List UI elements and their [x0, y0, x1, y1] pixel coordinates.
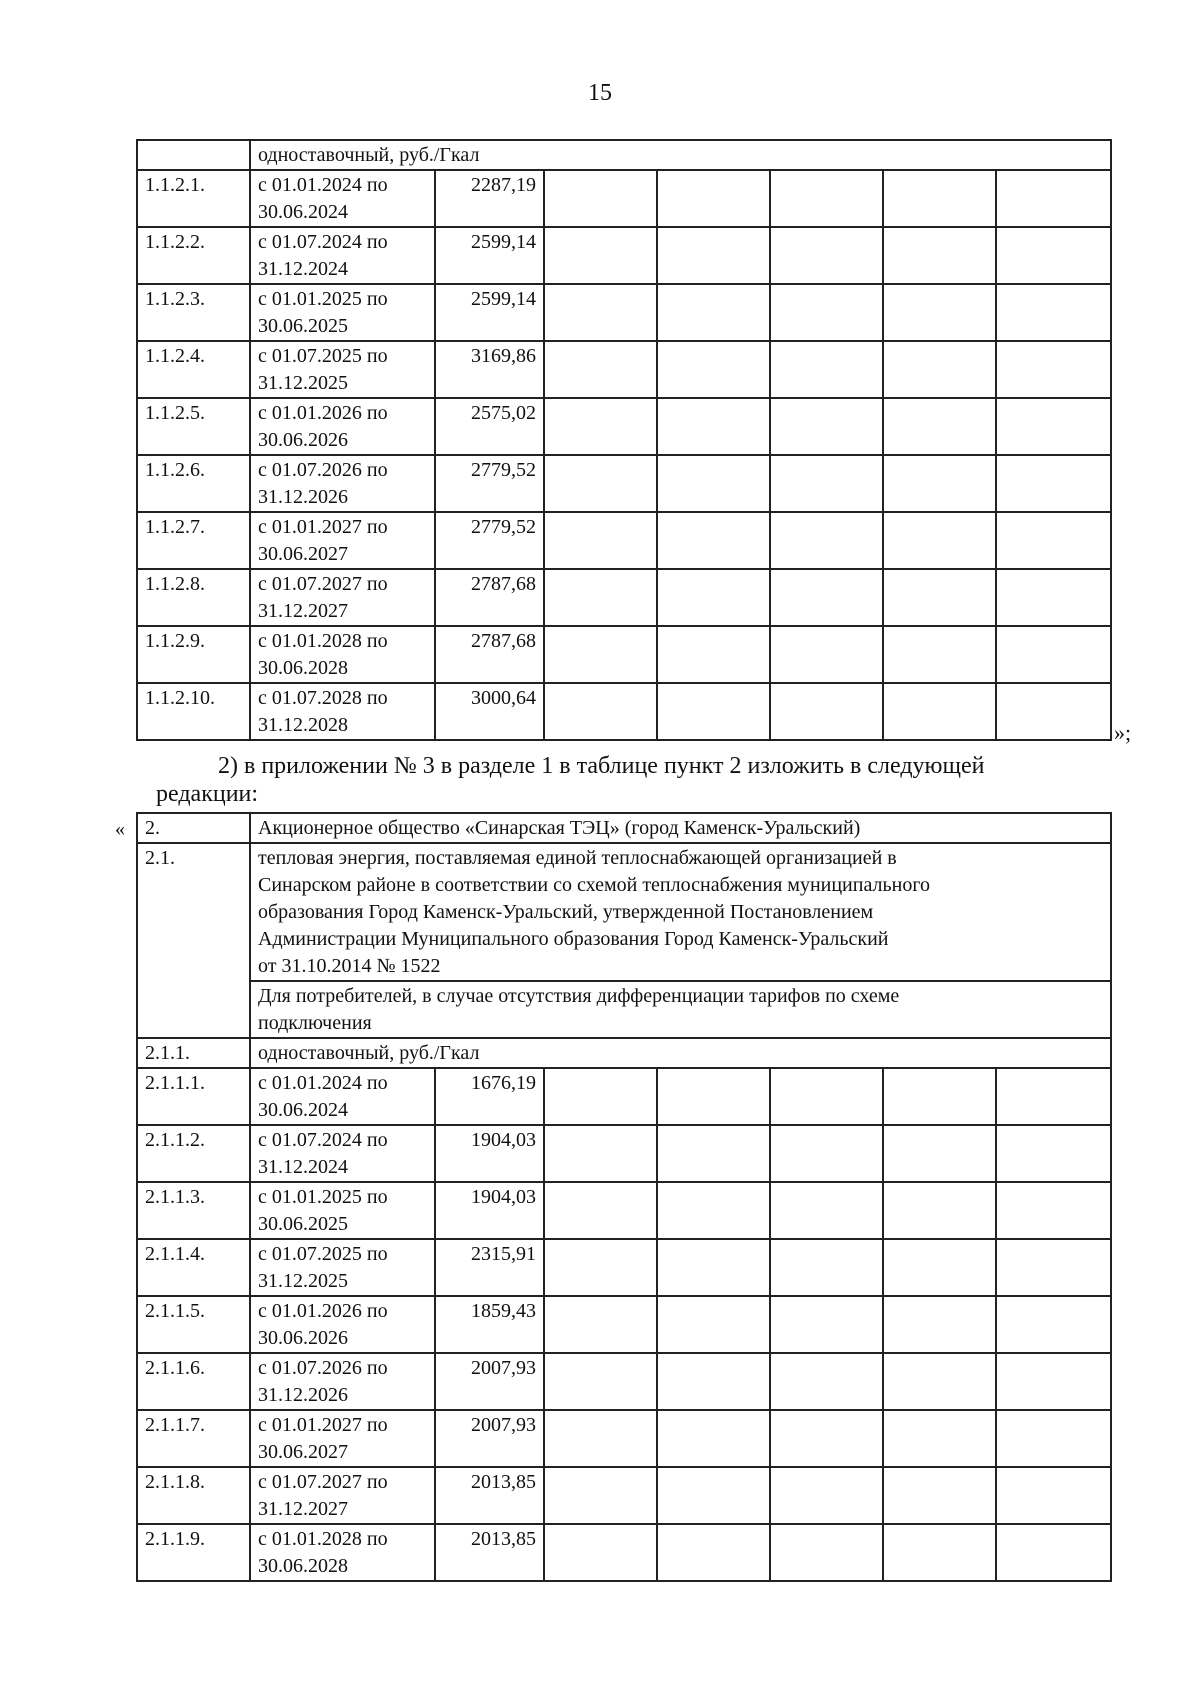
- period-start: с 01.07.2028 по: [258, 687, 388, 709]
- table-row: [137, 1038, 1111, 1068]
- empty-cell: [770, 1068, 883, 1125]
- empty-cell: [544, 1182, 657, 1239]
- empty-cell: [996, 341, 1111, 398]
- tariff-table-1: [136, 139, 1112, 741]
- period-end: 30.06.2025: [258, 1213, 348, 1235]
- row-value: 1676,19: [435, 1068, 544, 1125]
- sub-description-line: образования Город Каменск-Уральский, утвержденной Постановлением: [258, 901, 874, 923]
- empty-cell: [770, 170, 883, 227]
- period-start: с 01.01.2025 по: [258, 288, 388, 310]
- empty-cell: [544, 455, 657, 512]
- table-row: [137, 569, 1111, 626]
- empty-cell: [657, 1467, 770, 1524]
- empty-cell: [883, 1239, 996, 1296]
- row-period: [250, 1182, 435, 1239]
- empty-cell: [657, 398, 770, 455]
- empty-cell: [883, 569, 996, 626]
- empty-cell: [996, 1296, 1111, 1353]
- row-value: 1904,03: [435, 1182, 544, 1239]
- empty-cell: [883, 455, 996, 512]
- period-start: с 01.01.2024 по: [258, 1072, 388, 1094]
- org-name: Акционерное общество «Синарская ТЭЦ» (город Каменск-Уральский): [250, 813, 1111, 843]
- table-row: [137, 683, 1111, 740]
- period-start: с 01.07.2024 по: [258, 1129, 388, 1151]
- empty-cell: [770, 512, 883, 569]
- empty-cell: [883, 683, 996, 740]
- period-start: с 01.01.2027 по: [258, 516, 388, 538]
- period-end: 30.06.2027: [258, 543, 348, 565]
- sub-description: [250, 843, 1111, 981]
- period-end: 31.12.2024: [258, 1156, 348, 1178]
- empty-cell: [883, 1068, 996, 1125]
- row-value: 3000,64: [435, 683, 544, 740]
- row-period: [250, 170, 435, 227]
- sub-description-line: от 31.10.2014 № 1522: [258, 955, 441, 977]
- row-value: 2787,68: [435, 626, 544, 683]
- empty-cell: [770, 398, 883, 455]
- table-row: [137, 341, 1111, 398]
- rate-label: одноставочный, руб./Гкал: [250, 140, 1111, 170]
- row-number: 2.1.1.2.: [137, 1125, 250, 1182]
- empty-cell: [657, 1410, 770, 1467]
- empty-cell: [996, 1182, 1111, 1239]
- empty-cell: [544, 626, 657, 683]
- period-end: 31.12.2027: [258, 1498, 348, 1520]
- empty-cell: [883, 284, 996, 341]
- empty-cell: [770, 1524, 883, 1581]
- row-period: [250, 227, 435, 284]
- row-period: [250, 1125, 435, 1182]
- empty-cell: [544, 1410, 657, 1467]
- period-start: с 01.07.2026 по: [258, 1357, 388, 1379]
- empty-cell: [770, 683, 883, 740]
- row-number: 1.1.2.8.: [137, 569, 250, 626]
- table-row: [137, 1353, 1111, 1410]
- empty-cell: [657, 1353, 770, 1410]
- row-period: [250, 1467, 435, 1524]
- empty-cell: [544, 1524, 657, 1581]
- row-number: 1.1.2.3.: [137, 284, 250, 341]
- period-start: с 01.01.2028 по: [258, 1528, 388, 1550]
- row-value: 2007,93: [435, 1410, 544, 1467]
- row-number: 2.1.1.7.: [137, 1410, 250, 1467]
- empty-cell: [544, 398, 657, 455]
- period-end: 31.12.2024: [258, 258, 348, 280]
- row-value: 2013,85: [435, 1467, 544, 1524]
- period-end: 30.06.2025: [258, 315, 348, 337]
- empty-cell: [770, 1410, 883, 1467]
- empty-cell: [770, 284, 883, 341]
- row-value: 2287,19: [435, 170, 544, 227]
- period-end: 30.06.2024: [258, 1099, 348, 1121]
- empty-cell: [770, 1353, 883, 1410]
- period-end: 30.06.2026: [258, 429, 348, 451]
- table-row: [137, 398, 1111, 455]
- empty-cell: [657, 626, 770, 683]
- period-start: с 01.01.2026 по: [258, 1300, 388, 1322]
- empty-cell: [657, 1068, 770, 1125]
- empty-cell: [996, 1410, 1111, 1467]
- table-row: [137, 227, 1111, 284]
- empty-cell: [770, 1467, 883, 1524]
- row-value: 2779,52: [435, 512, 544, 569]
- period-start: с 01.01.2024 по: [258, 174, 388, 196]
- empty-cell: [996, 1125, 1111, 1182]
- sub-description-line: тепловая энергия, поставляемая единой теплоснабжающей организацией в: [258, 847, 897, 869]
- empty-cell: [544, 227, 657, 284]
- empty-cell: [657, 1182, 770, 1239]
- table-row: [137, 140, 1111, 170]
- row-period: [250, 1524, 435, 1581]
- sub-description-line: Администрации Муниципального образования Город Каменск-Уральский: [258, 928, 889, 950]
- table-row: [137, 1068, 1111, 1125]
- empty-cell: [657, 1524, 770, 1581]
- row-value: 1904,03: [435, 1125, 544, 1182]
- row-period: [250, 341, 435, 398]
- empty-cell: [770, 1239, 883, 1296]
- empty-cell: [996, 1467, 1111, 1524]
- empty-cell: [883, 227, 996, 284]
- period-start: с 01.07.2024 по: [258, 231, 388, 253]
- empty-cell: [544, 1125, 657, 1182]
- table-row: [137, 626, 1111, 683]
- period-end: 30.06.2027: [258, 1441, 348, 1463]
- paragraph-line: редакции:: [156, 781, 259, 807]
- period-start: с 01.07.2025 по: [258, 1243, 388, 1265]
- row-value: 2013,85: [435, 1524, 544, 1581]
- consumers-note: [250, 981, 1111, 1038]
- table-row: [137, 1524, 1111, 1581]
- paragraph-line: 2) в приложении № 3 в разделе 1 в таблице пункт 2 изложить в следующей: [218, 753, 985, 779]
- empty-cell: [770, 1296, 883, 1353]
- empty-cell: [883, 512, 996, 569]
- empty-cell: [996, 683, 1111, 740]
- row-number: 2.1.1.1.: [137, 1068, 250, 1125]
- empty-cell: [996, 227, 1111, 284]
- row-period: [250, 1410, 435, 1467]
- row-period: [250, 626, 435, 683]
- row-number: 1.1.2.5.: [137, 398, 250, 455]
- table-row: [137, 170, 1111, 227]
- opening-quote: «: [115, 818, 125, 840]
- page-number: 15: [588, 80, 612, 106]
- period-end: 31.12.2028: [258, 714, 348, 736]
- empty-cell: [883, 1524, 996, 1581]
- row-value: 3169,86: [435, 341, 544, 398]
- empty-cell: [657, 455, 770, 512]
- empty-cell: [544, 341, 657, 398]
- rate-num: 2.1.1.: [137, 1038, 250, 1068]
- row-number: 1.1.2.4.: [137, 341, 250, 398]
- empty-cell: [996, 284, 1111, 341]
- row-value: 2007,93: [435, 1353, 544, 1410]
- row-number: 1.1.2.2.: [137, 227, 250, 284]
- period-end: 31.12.2027: [258, 600, 348, 622]
- sub-num: 2.1.: [137, 843, 250, 1038]
- table-row: [137, 1296, 1111, 1353]
- table-row: [137, 512, 1111, 569]
- empty-cell: [883, 1296, 996, 1353]
- row-period: [250, 398, 435, 455]
- empty-cell: [883, 398, 996, 455]
- empty-cell: [996, 170, 1111, 227]
- row-period: [250, 1068, 435, 1125]
- table-row: [137, 1182, 1111, 1239]
- empty-cell: [996, 569, 1111, 626]
- row-value: 2787,68: [435, 569, 544, 626]
- empty-cell: [770, 569, 883, 626]
- empty-cell: [544, 1068, 657, 1125]
- row-number: 1.1.2.10.: [137, 683, 250, 740]
- empty-cell: [657, 227, 770, 284]
- table-row: [137, 813, 1111, 843]
- empty-cell: [770, 455, 883, 512]
- empty-cell: [657, 512, 770, 569]
- row-period: [250, 569, 435, 626]
- empty-cell: [996, 1239, 1111, 1296]
- empty-cell: [996, 512, 1111, 569]
- empty-cell: [657, 1125, 770, 1182]
- row-value: 2575,02: [435, 398, 544, 455]
- empty-cell: [770, 227, 883, 284]
- period-end: 31.12.2026: [258, 1384, 348, 1406]
- empty-cell: [770, 1182, 883, 1239]
- period-end: 30.06.2028: [258, 657, 348, 679]
- empty-cell: [544, 1467, 657, 1524]
- period-start: с 01.07.2027 по: [258, 573, 388, 595]
- empty-cell: [770, 341, 883, 398]
- empty-cell: [996, 626, 1111, 683]
- empty-cell: [883, 626, 996, 683]
- row-number: 1.1.2.7.: [137, 512, 250, 569]
- empty-cell: [544, 284, 657, 341]
- period-end: 31.12.2026: [258, 486, 348, 508]
- period-start: с 01.01.2027 по: [258, 1414, 388, 1436]
- empty-cell: [657, 170, 770, 227]
- empty-cell: [657, 1296, 770, 1353]
- empty-cell: [657, 683, 770, 740]
- row-value: 2599,14: [435, 284, 544, 341]
- row-number: 2.1.1.9.: [137, 1524, 250, 1581]
- org-num: 2.: [137, 813, 250, 843]
- empty-cell: [544, 512, 657, 569]
- empty-cell: [657, 284, 770, 341]
- table-row: [137, 1239, 1111, 1296]
- row-number: 2.1.1.5.: [137, 1296, 250, 1353]
- period-start: с 01.07.2027 по: [258, 1471, 388, 1493]
- period-end: 30.06.2026: [258, 1327, 348, 1349]
- table-row: [137, 843, 1111, 981]
- empty-cell: [544, 569, 657, 626]
- period-end: 30.06.2028: [258, 1555, 348, 1577]
- period-start: с 01.07.2026 по: [258, 459, 388, 481]
- empty-cell: [544, 170, 657, 227]
- row-number: 1.1.2.1.: [137, 170, 250, 227]
- empty-cell: [996, 455, 1111, 512]
- row-period: [250, 683, 435, 740]
- empty-cell: [996, 398, 1111, 455]
- table-row: [137, 981, 1111, 1038]
- row-period: [250, 284, 435, 341]
- row-value: 2599,14: [435, 227, 544, 284]
- empty-cell: [883, 1125, 996, 1182]
- row-number: 1.1.2.6.: [137, 455, 250, 512]
- row-number: 2.1.1.4.: [137, 1239, 250, 1296]
- period-end: 31.12.2025: [258, 1270, 348, 1292]
- empty-cell: [544, 1353, 657, 1410]
- row-number: 1.1.2.9.: [137, 626, 250, 683]
- row-period: [250, 1353, 435, 1410]
- row-value: 2315,91: [435, 1239, 544, 1296]
- empty-cell: [883, 1353, 996, 1410]
- row-period: [250, 512, 435, 569]
- row-value: 2779,52: [435, 455, 544, 512]
- period-end: 31.12.2025: [258, 372, 348, 394]
- empty-cell: [883, 1182, 996, 1239]
- empty-cell: [544, 683, 657, 740]
- empty-cell: [657, 1239, 770, 1296]
- empty-cell: [883, 1410, 996, 1467]
- row-number: 2.1.1.8.: [137, 1467, 250, 1524]
- table-row: [137, 455, 1111, 512]
- table-row: [137, 1125, 1111, 1182]
- period-start: с 01.01.2025 по: [258, 1186, 388, 1208]
- empty-cell: [770, 626, 883, 683]
- row-value: 1859,43: [435, 1296, 544, 1353]
- empty-cell: [544, 1296, 657, 1353]
- row-period: [250, 1296, 435, 1353]
- row-period: [250, 1239, 435, 1296]
- rate-label: одноставочный, руб./Гкал: [250, 1038, 1111, 1068]
- empty-cell: [657, 569, 770, 626]
- row-period: [250, 455, 435, 512]
- consumers-note-line: Для потребителей, в случае отсутствия дифференциации тарифов по схеме: [258, 985, 900, 1007]
- empty-cell: [657, 341, 770, 398]
- empty-cell: [996, 1524, 1111, 1581]
- table-cell: [137, 140, 250, 170]
- sub-description-line: Синарском районе в соответствии со схемой теплоснабжения муниципального: [258, 874, 931, 896]
- empty-cell: [770, 1125, 883, 1182]
- empty-cell: [883, 170, 996, 227]
- empty-cell: [883, 341, 996, 398]
- table-row: [137, 1410, 1111, 1467]
- row-number: 2.1.1.6.: [137, 1353, 250, 1410]
- table-row: [137, 284, 1111, 341]
- empty-cell: [883, 1467, 996, 1524]
- empty-cell: [996, 1068, 1111, 1125]
- row-number: 2.1.1.3.: [137, 1182, 250, 1239]
- empty-cell: [544, 1239, 657, 1296]
- table-row: [137, 1467, 1111, 1524]
- closing-quote: »;: [1114, 720, 1132, 745]
- period-start: с 01.07.2025 по: [258, 345, 388, 367]
- period-start: с 01.01.2026 по: [258, 402, 388, 424]
- empty-cell: [996, 1353, 1111, 1410]
- period-start: с 01.01.2028 по: [258, 630, 388, 652]
- tariff-table-2: [136, 812, 1112, 1582]
- consumers-note-line: подключения: [258, 1012, 372, 1034]
- period-end: 30.06.2024: [258, 201, 348, 223]
